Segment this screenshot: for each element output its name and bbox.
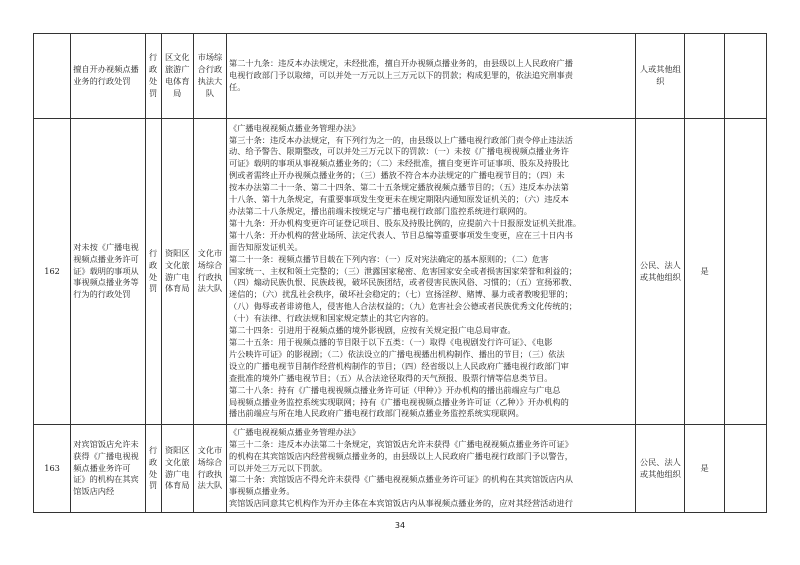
penalty-type: 行政处罚 (145, 34, 161, 119)
department: 资阳区文化旅游广电体育局 (161, 425, 193, 513)
table-row (34, 119, 767, 425)
basis-line: 按本办法第二十一条、第二十四条、第二十五条规定播放视频点播节目的；（五）违反本办法第 (229, 182, 569, 193)
target-object: 公民、法人或其他组织 (636, 119, 685, 425)
legal-basis (227, 119, 636, 425)
basis-line: 第二十四条：引进用于视频点播的境外影视剧，应按有关规定报广电总局审查。 (229, 325, 516, 336)
executing-unit: 市场综合行政执法大队 (193, 34, 226, 119)
executing-unit: 文化市场综合行政执法大队 (193, 119, 226, 425)
basis-line: 第二十一条：视频点播节目载在下列内容：（一）反对宪法确定的基本原则的；（二）危害 (229, 253, 549, 264)
basis-line: （四）煽动民族仇恨、民族歧视，破坏民族团结，或者侵害民族风俗、习惯的；（五）宣扬邪教、 (229, 277, 577, 288)
basis-line: 面告知原发证机关。 (229, 241, 303, 252)
basis-line: 片公映许可证》的影视剧；（二）依法设立的广播电视播出机构制作、播出的节目；（三）依法 (229, 348, 565, 359)
basis-line: 第二十五条：用于视频点播的节目限于以下五类：（一）取得《电视剧发行许可证》、《电影 (229, 336, 553, 347)
note-cell (724, 425, 766, 513)
target-object: 人或其他组织 (636, 34, 685, 119)
basis-line: 局视频点播业务监控系统实现联网；持有《广播电视视频点播业务许可证（乙种）》开办机构的 (229, 396, 569, 407)
flag-cell: 是 (685, 119, 724, 425)
basis-line: 迷信的；（六）扰乱社会秩序，破坏社会稳定的；（七）宣扬淫秽、赌博、暴力或者教唆犯罪的； (229, 289, 573, 300)
flag-cell: 是 (685, 425, 724, 513)
executing-unit: 文化市场综合行政执法大队 (193, 425, 226, 513)
row-number: 162 (34, 119, 71, 425)
target-object: 公民、法人或其他组织 (636, 425, 685, 513)
penalty-type: 行政处罚 (145, 119, 161, 425)
basis-line: 动、给予警告、限期整改，可以并处三万元以下的罚款：（一）未按《广播电视视频点播业务许 (229, 146, 569, 157)
basis-line: 十八条、第十九条规定，有重要事项发生变更未在规定期限内通知原发证机关的；（六）违反本 (229, 194, 569, 205)
basis-line: （八）侮辱或者诽谤他人，侵害他人合法权益的；（九）危害社会公德或者民族优秀文化传统的； (229, 301, 577, 312)
basis-line: 的机构在其宾馆饭店内经营视频点播业务的，由县级以上人民政府广播电视行政部门予以警告， (229, 450, 573, 461)
department: 资阳区文化旅游广电体育局 (161, 119, 193, 425)
table-row (34, 425, 767, 513)
item-name: 对宾馆饭店允许未获得《广播电视视频点播业务许可证》的机构在其宾馆饭店内经 (71, 425, 145, 513)
legal-basis (227, 425, 636, 513)
basis-line: 宾馆饭店同意其它机构作为开办主体在本宾馆饭店内从事视频点播业务的，应对其经营活动进行 (229, 498, 573, 509)
basis-line: 例或者需终止开办视频点播业务的；（三）播放不符合本办法规定的广播电视节目的；（四）未 (229, 170, 565, 181)
basis-line: 第三十二条：违反本办法第二十条规定，宾馆饭店允许未获得《广播电视视频点播业务许可证》 (229, 438, 573, 449)
basis-line: （十）有法律、行政法规和国家规定禁止的其它内容的。 (229, 313, 434, 324)
penalty-type: 行政处罚 (145, 425, 161, 513)
basis-line: 第十八条：开办机构的营业场所、法定代表人、节目总编等重要事项发生变更，应在三十日内书 (229, 229, 573, 240)
item-name: 擅自开办视频点播业务的行政处罚 (71, 34, 145, 119)
note-cell (724, 34, 766, 119)
basis-line: 第三十条：违反本办法规定，有下列行为之一的，由县级以上广播电视行政部门责令停止违法活 (229, 134, 573, 145)
table-row (34, 34, 767, 119)
basis-line: 事视频点播业务。 (229, 486, 295, 497)
item-name: 对未按《广播电视视频点播业务许可证》载明的事项从事视频点播业务等行为的行政处罚 (71, 119, 145, 425)
basis-line: 可以并处三万元以下罚款。 (229, 462, 328, 473)
row-number: 163 (34, 425, 71, 513)
row-number (34, 34, 71, 119)
basis-line: 《广播电视视频点播业务管理办法》 (229, 122, 361, 133)
basis-line: 任。 (229, 81, 246, 92)
basis-line: 查批准的境外广播电视节目；（五）从合法途径取得的天气预报、股票行情等信息类节目。 (229, 372, 553, 383)
basis-line: 电视行政部门予以取缔，可以并处一万元以上三万元以下的罚款；构成犯罪的，依法追究刑事责 (229, 70, 573, 81)
basis-line: 国家统一、主权和领土完整的；（三）泄露国家秘密、危害国家安全或者损害国家荣誉和利益的； (229, 265, 577, 276)
basis-line: 《广播电视视频点播业务管理办法》 (229, 426, 361, 437)
penalty-table (33, 33, 767, 513)
page-number: 34 (394, 521, 406, 530)
basis-line: 第二十条：宾馆饭店不得允许未获得《广播电视视频点播业务许可证》的机构在其宾馆饭店内从 (229, 474, 573, 485)
basis-line: 播出前端应与所在地人民政府广播电视行政部门视频点播业务监控系统实现联网。 (229, 408, 524, 419)
basis-line: 设立的广播电视节目制作经营机构制作的节目；（四）经省级以上人民政府广播电视行政部门审 (229, 360, 569, 371)
legal-basis (227, 34, 636, 119)
basis-line: 第二十八条：持有《广播电视视频点播业务许可证（甲种）》开办机构的播出前端应与广电总 (229, 384, 561, 395)
department: 区文化旅游广电体育局 (161, 34, 193, 119)
note-cell (724, 119, 766, 425)
basis-line: 办法第二十八条规定，播出前端未按规定与广播电视行政部门监控系统进行联网的。 (229, 206, 532, 217)
basis-line: 第二十九条：违反本办法规定，未经批准，擅自开办视频点播业务的，由县级以上人民政府广播 (229, 58, 573, 69)
flag-cell (685, 34, 724, 119)
basis-line: 第十九条：开办机构变更许可证登记项目、股东及持股比例的，应提前六十日报原发证机关批准。 (229, 217, 582, 228)
basis-line: 可证》载明的事项从事视频点播业务的；（二）未经批准，擅自变更许可证事项、股东及持股比 (229, 158, 569, 169)
